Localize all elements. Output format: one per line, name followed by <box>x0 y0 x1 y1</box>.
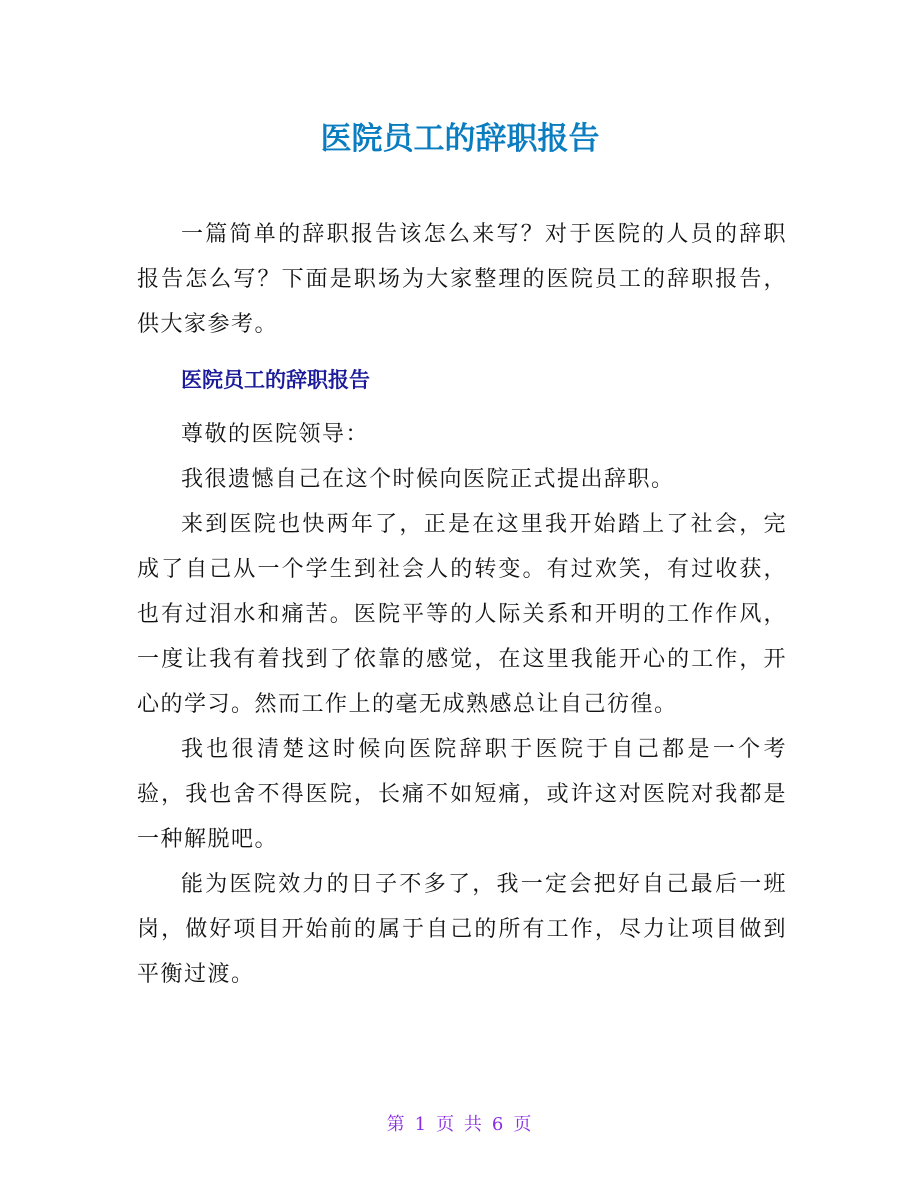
page-label-suffix: 页 <box>513 1114 534 1135</box>
letter-paragraph: 来到医院也快两年了，正是在这里我开始踏上了社会，完成了自己从一个学生到社会人的转变。有过欢笑，有过收获，也有过泪水和痛苦。医院平等的人际关系和开明的工作作风，一度让我有着找到了依靠的感觉，在这里我能开心的工作，开心的学习。然而工作上的毫无成熟感总让自己彷徨。 <box>137 512 787 717</box>
page-footer <box>0 1112 920 1138</box>
letter-body <box>137 412 787 997</box>
page-label-prefix: 第 <box>386 1114 407 1135</box>
section-heading: 医院员工的辞职报告 <box>181 368 370 392</box>
current-page-number: 1 <box>414 1114 429 1135</box>
letter-paragraph: 我很遗憾自己在这个时候向医院正式提出辞职。 <box>181 467 675 492</box>
intro-section <box>137 212 787 347</box>
document-title: 医院员工的辞职报告 <box>320 121 600 157</box>
intro-paragraph: 一篇简单的辞职报告该怎么来写？对于医院的人员的辞职报告怎么写？下面是职场为大家整理的医院员工的辞职报告，供大家参考。 <box>137 222 787 337</box>
letter-paragraph: 我也很清楚这时候向医院辞职于医院于自己都是一个考验，我也舍不得医院，长痛不如短痛，或许这对医院对我都是一种解脱吧。 <box>137 737 787 852</box>
letter-paragraph: 能为医院效力的日子不多了，我一定会把好自己最后一班岗，做好项目开始前的属于自己的所有工作，尽力让项目做到平衡过渡。 <box>137 872 787 987</box>
page-label-mid: 页 共 <box>436 1114 484 1135</box>
total-pages-number: 6 <box>491 1114 506 1135</box>
salutation: 尊敬的医院领导： <box>181 422 370 447</box>
